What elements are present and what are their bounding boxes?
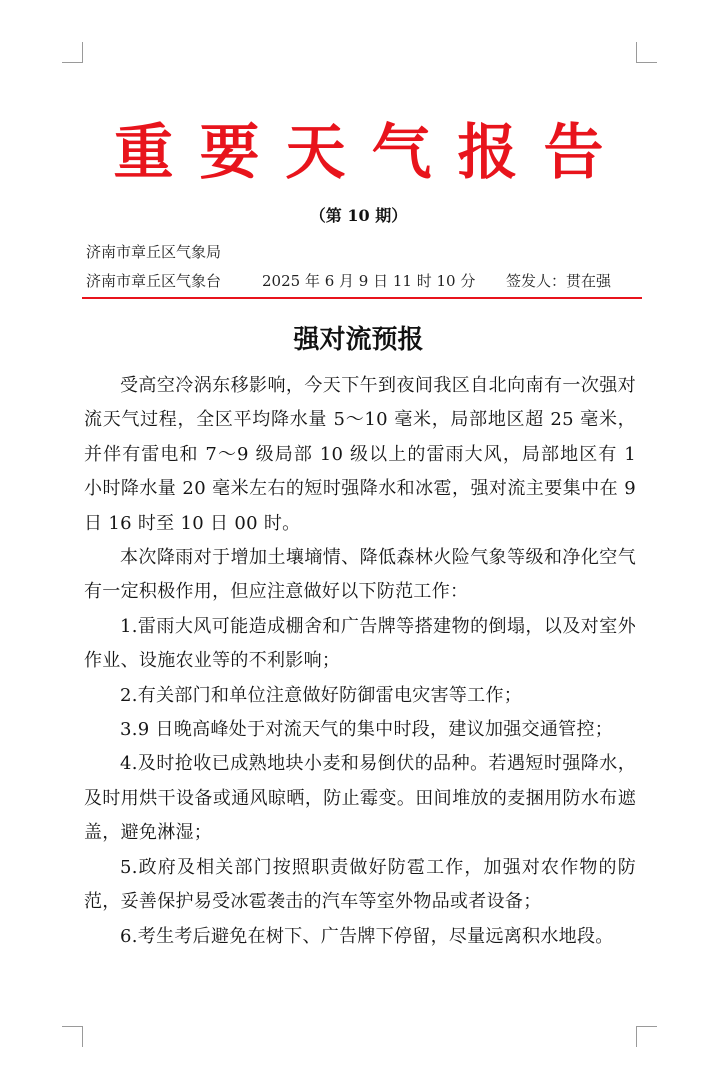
signer: 签发人：贯在强 <box>506 272 612 290</box>
body-paragraph: 2.有关部门和单位注意做好防御雷电灾害等工作； <box>120 684 523 706</box>
issuing-observatory-line <box>86 270 626 292</box>
page-corner-mark-top-right <box>636 42 657 63</box>
red-divider-line <box>82 297 642 299</box>
issuing-observatory: 济南市章丘区气象台 <box>86 272 222 290</box>
body-paragraph: 5.政府及相关部门按照职责做好防雹工作，加强对农作物的防范，妥善保护易受冰雹袭击的汽车等室外物品或者设备； <box>84 856 636 913</box>
body-paragraph: 1.雷雨大风可能造成棚舍和广告牌等搭建物的倒塌，以及对室外作业、设施农业等的不利影响； <box>84 615 636 672</box>
issue-time: 2025 年 6 月 9 日 11 时 10 分 <box>262 272 476 290</box>
document-title: 强对流预报 <box>293 325 424 355</box>
document-body <box>84 369 636 954</box>
issue-number: （第 10 期） <box>309 206 408 225</box>
body-paragraph: 本次降雨对于增加土壤墒情、降低森林火险气象等级和净化空气有一定积极作用，但应注意做好以下防范工作： <box>84 547 636 603</box>
page-corner-mark-bottom-right <box>636 1026 657 1047</box>
issuing-bureau: 济南市章丘区气象局 <box>86 243 222 261</box>
body-paragraph: 3.9 日晚高峰处于对流天气的集中时段，建议加强交通管控； <box>120 719 614 741</box>
body-paragraph: 4.及时抢收已成熟地块小麦和易倒伏的品种。若遇短时强降水，及时用烘干设备或通风晾晒，防止霉变。田间堆放的麦捆用防水布遮盖，避免淋湿； <box>84 753 636 844</box>
masthead-title: 重要天气报告 <box>113 118 630 188</box>
page-corner-mark-top-left <box>62 42 83 63</box>
page-corner-mark-bottom-left <box>62 1026 83 1047</box>
body-paragraph: 受高空冷涡东移影响，今天下午到夜间我区自北向南有一次强对流天气过程，全区平均降水量 5～10 毫米，局部地区超 25 毫米，并伴有雷电和 7～9 级局部 10 级以上的雷雨大风，局部地区有 1 小时降水量 20 毫米左右的短时强降水和冰雹，强对流主要集中在 9 日 16 时至 10 日 00 时。 <box>84 375 636 534</box>
body-paragraph: 6.考生考后避免在树下、广告牌下停留，尽量远离积水地段。 <box>120 925 614 947</box>
